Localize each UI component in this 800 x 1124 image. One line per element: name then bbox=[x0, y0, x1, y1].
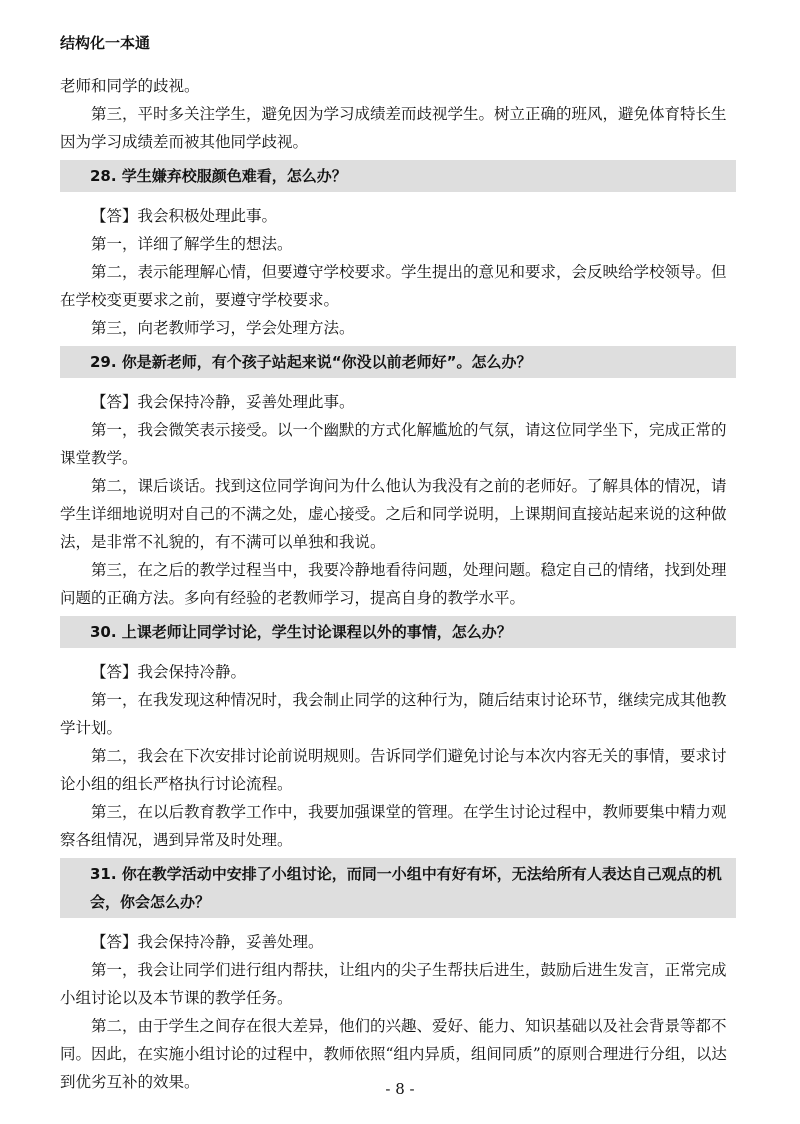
answer-paragraph: 第三，在以后教育教学工作中，我要加强课堂的管理。在学生讨论过程中，教师要集中精力观察各组情况，遇到异常及时处理。 bbox=[60, 803, 727, 849]
answer-paragraph: 【答】我会保持冷静。 bbox=[91, 663, 247, 681]
question-heading-30: 30. 上课老师让同学讨论，学生讨论课程以外的事情，怎么办？ bbox=[60, 616, 736, 648]
answer-paragraph: 第二，由于学生之间存在很大差异，他们的兴趣、爱好、能力、知识基础以及社会背景等都不同。因此，在实施小组讨论的过程中，教师依照“组内异质，组间同质”的原则合理进行分组，以达到优劣互补的效果。 bbox=[60, 1017, 727, 1091]
book-title: 结构化一本通 bbox=[60, 34, 151, 52]
answer-paragraph: 第三，在之后的教学过程当中，我要冷静地看待问题，处理问题。稳定自己的情绪，找到处理问题的正确方法。多向有经验的老教师学习，提高自身的教学水平。 bbox=[60, 561, 727, 607]
answer-paragraph: 第二，我会在下次安排讨论前说明规则。告诉同学们避免讨论与本次内容无关的事情，要求讨论小组的组长严格执行讨论流程。 bbox=[60, 747, 727, 793]
answer-paragraph: 第一，我会让同学们进行组内帮扶，让组内的尖子生帮扶后进生，鼓励后进生发言，正常完成小组讨论以及本节课的教学任务。 bbox=[60, 961, 727, 1007]
answer-paragraph: 第一，详细了解学生的想法。 bbox=[91, 235, 293, 253]
question-heading-29: 29. 你是新老师，有个孩子站起来说“你没以前老师好”。怎么办？ bbox=[60, 346, 736, 378]
answer-paragraph: 【答】我会积极处理此事。 bbox=[91, 207, 278, 225]
answer-paragraph: 第三，向老教师学习，学会处理方法。 bbox=[91, 319, 355, 337]
answer-paragraph: 第一，我会微笑表示接受。以一个幽默的方式化解尴尬的气氛，请这位同学坐下，完成正常的课堂教学。 bbox=[60, 421, 727, 467]
question-heading-28: 28. 学生嫌弃校服颜色难看，怎么办？ bbox=[60, 160, 736, 192]
intro-paragraph: 第三，平时多关注学生，避免因为学习成绩差而歧视学生。树立正确的班风，避免体育特长生因为学习成绩差而被其他同学歧视。 bbox=[60, 105, 727, 151]
page-number: - 8 - bbox=[385, 1080, 415, 1098]
document-body bbox=[60, 72, 736, 1096]
question-heading-31: 31. 你在教学活动中安排了小组讨论，而同一小组中有好有坏，无法给所有人表达自己观点的机会，你会怎么办？ bbox=[60, 858, 736, 918]
answer-paragraph: 第一，在我发现这种情况时，我会制止同学的这种行为，随后结束讨论环节，继续完成其他教学计划。 bbox=[60, 691, 727, 737]
answer-paragraph: 【答】我会保持冷静，妥善处理。 bbox=[91, 933, 324, 951]
answer-paragraph: 第二，课后谈话。找到这位同学询问为什么他认为我没有之前的老师好。了解具体的情况，请学生详细地说明对自己的不满之处，虚心接受。之后和同学说明，上课期间直接站起来说的这种做法，是非常不礼貌的，有不满可以单独和我说。 bbox=[60, 477, 727, 551]
intro-paragraph: 老师和同学的歧视。 bbox=[60, 77, 200, 95]
answer-paragraph: 第二，表示能理解心情，但要遵守学校要求。学生提出的意见和要求，会反映给学校领导。但在学校变更要求之前，要遵守学校要求。 bbox=[60, 263, 727, 309]
answer-paragraph: 【答】我会保持冷静，妥善处理此事。 bbox=[91, 393, 355, 411]
